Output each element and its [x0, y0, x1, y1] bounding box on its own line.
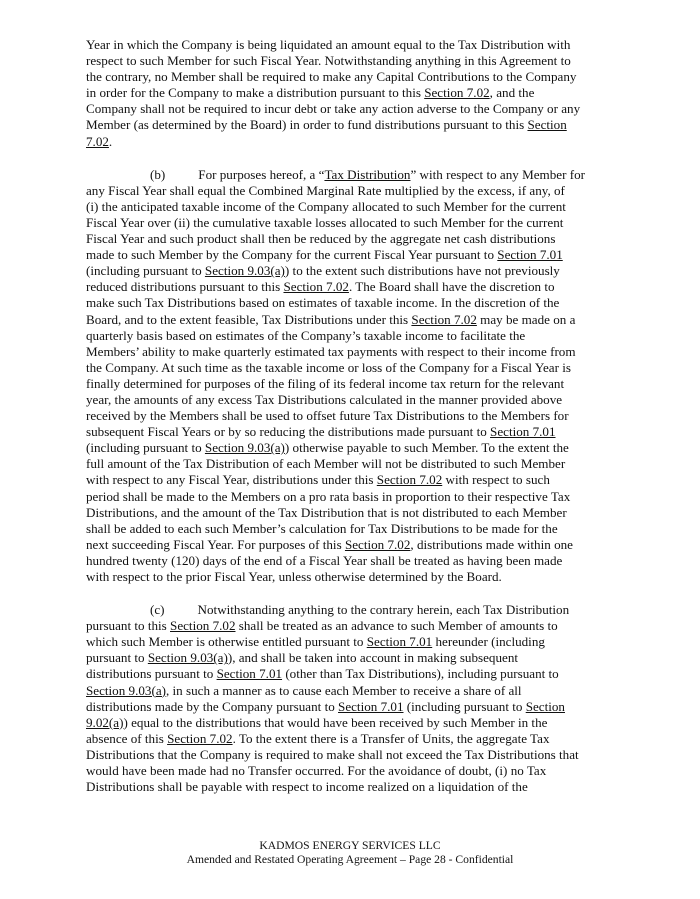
text-line: hundred twenty (120) days of the end of a Fiscal Year shall be treated as having been made: [86, 552, 563, 568]
text-line: make such Tax Distributions based on estimates of taxable income. In the discretion of the: [86, 295, 560, 311]
text-line: would have been made had no Transfer occurred. For the avoidance of doubt, (i) no Tax: [86, 763, 547, 779]
section-reference: Section 7.01: [366, 634, 433, 650]
section-reference: Section: [527, 117, 567, 133]
section-reference: Section 7.02: [170, 618, 236, 634]
section-reference: Section 7.02: [411, 311, 477, 327]
text-line: with respect to any Fiscal Year, distributions under this Section 7.02 with respect to such: [86, 472, 550, 488]
text-line: subsequent Fiscal Years or by so reducing the distributions made pursuant to Section 7.01: [86, 424, 556, 440]
section-reference: 7.02: [86, 133, 109, 149]
document-body: [86, 37, 631, 795]
text-line: period shall be made to the Members on a pro rata basis in proportion to their respective Tax: [86, 488, 571, 504]
section-reference: Section 9.03(a): [204, 263, 285, 279]
text-line: distributions made by the Company pursuant to Section 7.01 (including pursuant to Section: [86, 698, 565, 714]
section-reference: Section 7.02: [376, 472, 443, 488]
text-line: received by the Members shall be used to offset future Tax Distributions to the Members for: [86, 408, 569, 424]
section-reference: Section 9.03(a): [204, 440, 285, 456]
text-line: Company shall not be required to incur debt or take any action adverse to the Company or any: [86, 101, 581, 117]
section-reference: 9.02(a): [86, 714, 124, 730]
section-reference: Section 7.01: [497, 247, 563, 263]
text-line: distributions pursuant to Section 7.01 (other than Tax Distributions), including pursuant to: [86, 666, 559, 682]
text-line: Member (as determined by the Board) in order to fund distributions pursuant to this Section: [86, 117, 567, 133]
section-reference: Section 7.02: [424, 85, 490, 101]
section-reference: Section 9.03(a): [147, 650, 228, 666]
text-line: the Company. At such time as the taxable income or loss of the Company for a Fiscal Year is: [86, 359, 571, 375]
section-reference: Section 7.02: [167, 730, 233, 746]
section-reference: Section 7.02: [283, 279, 349, 295]
text-line: Distributions, and the amount of the Tax Distribution that is not distributed to each Member: [86, 504, 567, 520]
section-reference: Section: [525, 698, 565, 714]
paragraph-b: [86, 167, 631, 585]
text-line: the contrary, no Member shall be required to make any Capital Contributions to the Company: [86, 69, 577, 85]
text-line: full amount of the Tax Distribution of each Member will not be distributed to such Member: [86, 456, 566, 472]
section-reference: Section 9.03(a): [86, 682, 166, 698]
paragraph-a-continuation: [86, 37, 631, 150]
text-line: pursuant to Section 9.03(a)), and shall be taken into account in making subsequent: [86, 650, 519, 666]
text-line: (including pursuant to Section 9.03(a)) otherwise payable to such Member. To the extent the: [86, 440, 569, 456]
text-line: Fiscal Year and such product shall then be reduced by the aggregate net cash distributions: [86, 231, 556, 247]
text-line: Section 9.03(a), in such a manner as to cause each Member to receive a share of all: [86, 682, 522, 698]
section-reference: Section 7.02: [344, 536, 411, 552]
text-line: Year in which the Company is being liquidated an amount equal to the Tax Distribution with: [86, 37, 571, 52]
section-reference: Tax Distribution: [324, 166, 411, 182]
text-line: pursuant to this Section 7.02 shall be treated as an advance to such Member of amounts to: [86, 618, 558, 634]
text-line: quarterly basis based on estimates of the Company’s taxable income to facilitate the: [86, 327, 526, 343]
text-line: Members’ ability to make quarterly estimated tax payments with respect to their income from: [86, 343, 576, 359]
text-line: absence of this Section 7.02. To the extent there is a Transfer of Units, the aggregate Tax: [86, 730, 550, 746]
text-line: Fiscal Year over (ii) the cumulative taxable losses allocated to such Member for the current: [86, 214, 564, 230]
text-line: Board, and to the extent feasible, Tax Distributions under this Section 7.02 may be made on a: [86, 311, 576, 327]
text-line: Distributions that the Company is required to make shall not exceed the Tax Distributions that: [86, 746, 579, 762]
text-line: Distributions shall be payable with respect to income realized on a liquidation of the: [86, 779, 528, 795]
text-line: 7.02.: [86, 133, 113, 149]
text-line: next succeeding Fiscal Year. For purposes of this Section 7.02, distributions made within one: [86, 536, 573, 552]
text-line: 9.02(a)) equal to the distributions that would have been received by such Member in the: [86, 714, 548, 730]
text-line: in order for the Company to make a distribution pursuant to this Section 7.02, and the: [86, 85, 535, 101]
text-line: with respect to the prior Fiscal Year, unless otherwise determined by the Board.: [86, 569, 502, 584]
text-line: (including pursuant to Section 9.03(a)) to the extent such distributions have not previously: [86, 263, 560, 279]
text-line: finally determined for purposes of the filing of its federal income tax return for the relevant: [86, 375, 565, 391]
footer-document-title: Amended and Restated Operating Agreement – Page 28 - Confidential: [186, 853, 514, 866]
text-line: year, the amounts of any excess Tax Distributions calculated in the manner provided above: [86, 391, 563, 407]
text-line: (b) For purposes hereof, a “Tax Distribution” with respect to any Member for: [150, 166, 585, 182]
text-line: made to such Member by the Company for the current Fiscal Year pursuant to Section 7.01: [86, 247, 563, 263]
paragraph-label: (b): [150, 166, 166, 182]
footer-company-name: KADMOS ENERGY SERVICES LLC: [259, 839, 441, 852]
text-line: shall be added to each such Member’s calculation for Tax Distributions to be made for the: [86, 520, 558, 536]
text-line: (i) the anticipated taxable income of the Company allocated to such Member for the current: [86, 198, 566, 214]
section-reference: Section 7.01: [338, 698, 404, 714]
section-reference: Section 7.01: [216, 666, 283, 682]
text-line: reduced distributions pursuant to this Section 7.02. The Board shall have the discretion to: [86, 279, 555, 295]
section-reference: Section 7.01: [490, 424, 556, 440]
text-line: respect to such Member for such Fiscal Year. Notwithstanding anything in this Agreement to: [86, 53, 571, 69]
text-line: which such Member is otherwise entitled pursuant to Section 7.01 hereunder (including: [86, 634, 545, 650]
text-line: (c) Notwithstanding anything to the contrary herein, each Tax Distribution: [150, 602, 570, 618]
paragraph-label: (c): [150, 602, 165, 618]
text-line: any Fiscal Year shall equal the Combined Marginal Rate multiplied by the excess, if any, of: [86, 182, 565, 198]
paragraph-c: [86, 602, 631, 795]
